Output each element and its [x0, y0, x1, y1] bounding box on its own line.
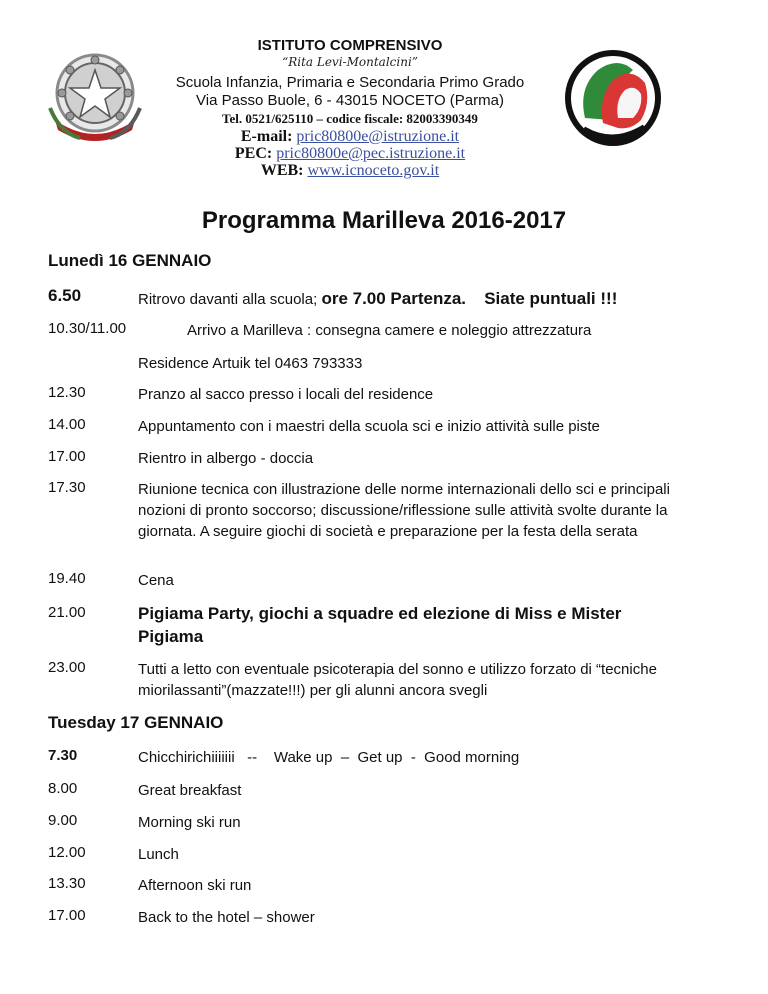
day2-row4-text: Lunch: [138, 846, 179, 863]
day1-row3-time: 12.30: [48, 384, 86, 401]
school-logo: [563, 48, 663, 148]
day1-heading: Lunedì 16 GENNAIO: [48, 251, 212, 270]
school-address: Via Passo Buole, 6 - 43015 NOCETO (Parma): [196, 92, 504, 109]
day2-row2-time: 8.00: [48, 780, 78, 797]
day2-row6-time: 17.00: [48, 907, 86, 924]
day1-row4-time: 14.00: [48, 416, 86, 433]
pec-line: [150, 145, 550, 163]
day2-row6-text: Back to the hotel – shower: [138, 909, 315, 926]
day2-heading: Tuesday 17 GENNAIO: [48, 713, 224, 732]
email-link[interactable]: pric80800e@istruzione.it: [296, 128, 460, 145]
email-line: [150, 128, 550, 146]
day1-row5-text: Rientro in albergo - doccia: [138, 450, 314, 467]
page-title: Programma Marilleva 2016-2017: [201, 207, 567, 234]
day1-row4-text: Appuntamento con i maestri della scuola sci e inizio attività sulle piste: [138, 418, 600, 435]
day1-row9-time: 23.00: [48, 659, 86, 676]
republic-emblem: [40, 48, 150, 148]
day2-row1-text: Chicchirichiiiiiii -- Wake up – Get up - Good morning: [138, 749, 520, 766]
day2-row3-time: 9.00: [48, 812, 78, 829]
day1-row1-text-c: Siate puntuali !!!: [484, 289, 618, 308]
school-phone: Tel. 0521/625110 – codice fiscale: 82003390349: [222, 111, 478, 126]
day1-row6-text: Riunione tecnica con illustrazione delle norme internazionali dello sci e principali nozioni di pronto soccorso; discussione/riflessione sulle attività svolte durante la giornata. A seguire giochi di società e preparazione per la festa della serata: [138, 481, 670, 540]
day1-row7-text: Cena: [138, 572, 174, 589]
web-line: [150, 162, 550, 180]
day1-row5-time: 17.00: [48, 448, 86, 465]
day2-row5-text: Afternoon ski run: [138, 877, 252, 894]
day1-row8-time: 21.00: [48, 604, 86, 621]
web-link[interactable]: www.icnoceto.gov.it: [307, 162, 440, 179]
email-label: E-mail:: [240, 128, 293, 145]
pec-label: PEC:: [234, 145, 273, 162]
day1-row2-text: Arrivo a Marilleva : consegna camere e noleggio attrezzatura: [187, 322, 592, 339]
day1-row6-time: 17.30: [48, 479, 86, 496]
day2-row2-text: Great breakfast: [138, 782, 242, 799]
day1-row3-text: Pranzo al sacco presso i locali del residence: [138, 386, 434, 403]
day1-row1-text-b: ore 7.00 Partenza.: [321, 289, 467, 308]
day1-row2-time: 10.30/11.00: [48, 320, 127, 337]
day1-row7-time: 19.40: [48, 570, 86, 587]
day1-row1-time: 6.50: [48, 286, 82, 305]
day1-row2-sub: Residence Artuik tel 0463 793333: [138, 355, 363, 372]
day1-row8-text: Pigiama Party, giochi a squadre ed elezione di Miss e Mister Pigiama: [138, 604, 622, 646]
day2-row5-time: 13.30: [48, 875, 86, 892]
web-label: WEB:: [260, 162, 304, 179]
school-levels: Scuola Infanzia, Primaria e Secondaria Primo Grado: [175, 74, 525, 91]
school-dedication: “Rita Levi-Montalcini”: [282, 55, 418, 69]
pec-link[interactable]: pric80800e@pec.istruzione.it: [276, 145, 466, 162]
day1-row1-text: [138, 288, 698, 310]
day1-row9-text: Tutti a letto con eventuale psicoterapia del sonno e utilizzo forzato di “tecniche miorilassanti”(mazzate!!!) per gli alunni ancora svegli: [138, 661, 657, 699]
day2-row3-text: Morning ski run: [138, 814, 241, 831]
school-name: ISTITUTO COMPRENSIVO: [257, 37, 443, 54]
day2-row1-time: 7.30: [48, 747, 78, 764]
day2-row4-time: 12.00: [48, 844, 86, 861]
day1-row1-text-a: Ritrovo davanti alla scuola;: [138, 291, 318, 308]
